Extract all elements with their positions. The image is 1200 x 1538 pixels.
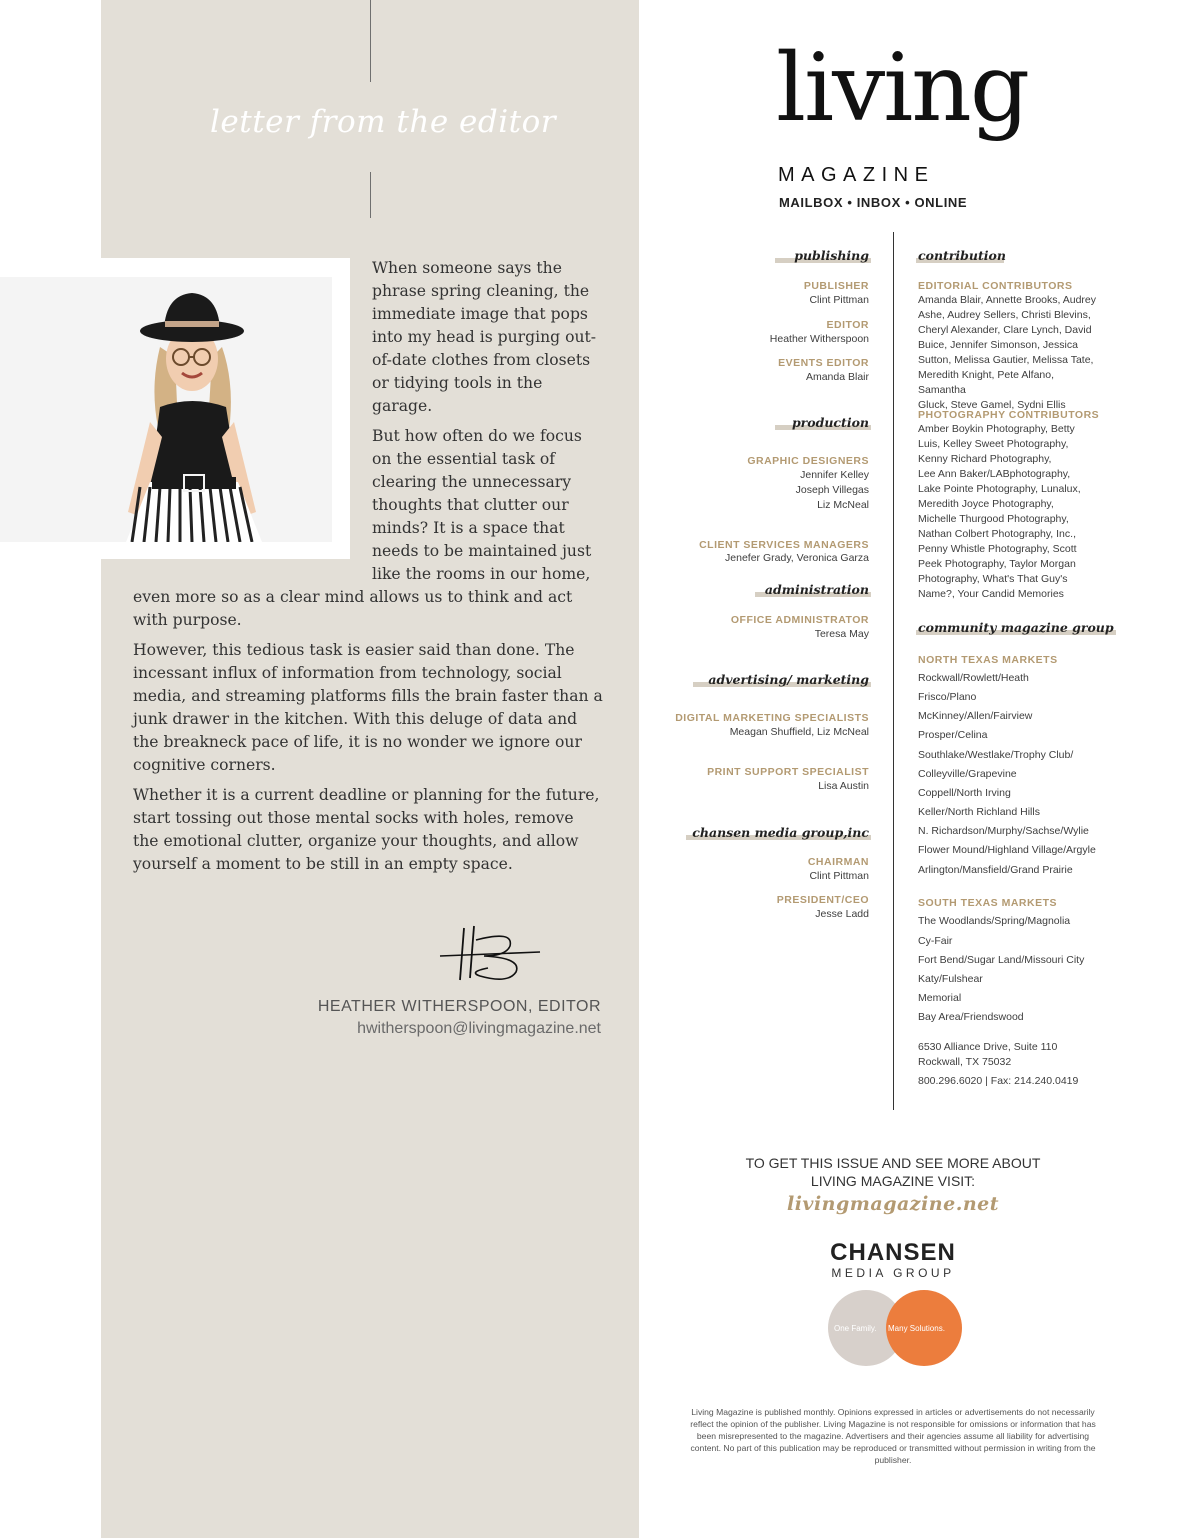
contributor-line: Luis, Kelley Sweet Photography, [918,438,1069,450]
client-services-label: CLIENT SERVICES MANAGERS [699,539,869,551]
market-item: Colleyville/Grapevine [918,768,1017,780]
website-link[interactable]: livingmagazine.net [786,1193,999,1215]
title-rule-bottom [370,172,371,218]
photography-contributors-list [918,422,1103,602]
market-item: Cy-Fair [918,935,953,947]
market-item: Fort Bend/Sugar Land/Missouri City [918,954,1085,966]
market-item: Southlake/Westlake/Trophy Club/ [918,749,1074,761]
editorial-contributors-label: EDITORIAL CONTRIBUTORS [918,280,1073,292]
section-heading-chansen: chansen media group,inc [692,825,869,840]
office-admin-label: OFFICE ADMINISTRATOR [730,614,869,626]
market-item: Rockwall/Rowlett/Heath [918,672,1029,684]
letter-title: letter from the editor [210,104,557,140]
contributor-line: Lake Pointe Photography, Lunalux, [918,483,1081,495]
contributor-line: Michelle Thurgood Photography, [918,513,1069,525]
signature-name: HEATHER WITHERSPOON, EDITOR [317,998,601,1015]
contributor-line: Penny Whistle Photography, Scott [918,543,1077,555]
cta-line: LIVING MAGAZINE VISIT: [810,1173,976,1189]
living-magazine-logo [770,34,1029,216]
designer-name: Liz McNeal [817,499,869,511]
letter-paragraph: When someone says the phrase spring cleaning, the immediate image that pops into my head is purging out-of-date clothes from closets or tidying tools in the garage. [372,259,597,415]
chairman-label: CHAIRMAN [807,856,869,868]
contributor-line: Amanda Blair, Annette Brooks, Audrey [918,294,1097,306]
chansen-name: CHANSEN [830,1239,956,1266]
contributor-line: Name?, Your Candid Memories [918,588,1064,600]
designer-name: Joseph Villegas [795,484,869,496]
market-item: N. Richardson/Murphy/Sachse/Wylie [918,825,1089,837]
market-item: The Woodlands/Spring/Magnolia [918,915,1071,927]
client-services-value: Jenefer Grady, Veronica Garza [725,552,869,564]
address-line: 6530 Alliance Drive, Suite 110 [918,1041,1058,1053]
section-heading-administration: administration [764,582,869,597]
contributor-line: Lee Ann Baker/LABphotography, [918,468,1071,480]
contributor-line: Gluck, Steve Gamel, Sydni Ellis [918,399,1066,411]
designers-label: GRAPHIC DESIGNERS [747,455,869,467]
chairman-value: Clint Pittman [809,870,869,882]
publisher-value: Clint Pittman [809,294,869,306]
contributor-line: Sutton, Melissa Gautier, Melissa Tate, [918,354,1094,366]
president-label: PRESIDENT/CEO [776,894,869,906]
cta-text [740,1154,1046,1190]
photo-wrap-spacer [133,257,372,569]
contributor-line: Amber Boykin Photography, Betty [918,423,1075,435]
contributor-line: Ashe, Audrey Sellers, Christi Blevins, [918,309,1091,321]
letter-paragraph: Whether it is a current deadline or planning for the future, start tossing out those mental socks with holes, remove the emotional clutter, organize your thoughts, and allow yourself a moment to be still in an empty space. [133,786,600,873]
phone-fax: 800.296.6020 | Fax: 214.240.0419 [918,1075,1079,1087]
contributor-line: Nathan Colbert Photography, Inc., [918,528,1076,540]
chansen-sub: MEDIA GROUP [831,1266,955,1280]
circle-text-left: One Family. [834,1324,877,1333]
designer-name: Jennifer Kelley [800,469,869,481]
market-item: Arlington/Mansfield/Grand Prairie [918,864,1073,876]
editor-signature [436,922,546,986]
section-heading-advertising: advertising/ marketing [708,672,869,687]
print-support-label: PRINT SUPPORT SPECIALIST [707,766,869,778]
events-editor-value: Amanda Blair [805,371,869,383]
market-item: Frisco/Plano [918,691,977,703]
disclaimer: Living Magazine is published monthly. Opinions expressed in articles or advertisements do not necessarily reflect the opinion of the publisher. Living Magazine is not responsible for omissions or information that has been misrepresented to the magazine. Advertisers and their agencies assume all liability for advertising content. No part of this publication may be reproduced or transmitted without permission in writing from the publisher. [690,1407,1096,1465]
events-editor-label: EVENTS EDITOR [778,357,869,369]
print-support-value: Lisa Austin [818,780,869,792]
contributor-line: Kenny Richard Photography, [918,453,1052,465]
market-item: Bay Area/Friendswood [918,1011,1024,1023]
cta-line: TO GET THIS ISSUE AND SEE MORE ABOUT [745,1155,1041,1171]
president-value: Jesse Ladd [815,908,869,920]
contributor-line: Cheryl Alexander, Clare Lynch, David [918,324,1092,336]
editorial-contributors-list [918,293,1103,413]
address-line: Rockwall, TX 75032 [918,1056,1012,1068]
contributor-line: Photography, What's That Guy's [918,573,1068,585]
section-heading-production: production [791,415,869,430]
south-texas-label: SOUTH TEXAS MARKETS [918,897,1058,909]
masthead-divider [893,232,894,1110]
digital-marketing-value: Meagan Shuffield, Liz McNeal [729,726,869,738]
circle-text-right: Many Solutions. [888,1324,945,1333]
letter-paragraph: However, this tedious task is easier said than done. The incessant influx of information from technology, social media, and streaming platforms fills the brain faster than a junk drawer in the kitchen. With this deluge of data and the breakneck pace of life, it is no wonder we ignore our cognitive corners. [133,641,603,774]
market-item: McKinney/Allen/Fairview [918,710,1033,722]
contributor-line: Meredith Knight, Pete Alfano, Samantha [918,369,1055,396]
letter-body [133,257,603,883]
market-item: Prosper/Celina [918,729,988,741]
section-heading-contribution: contribution [918,248,1006,263]
letter-paragraph: But how often do we focus on the essential task of clearing the unnecessary thoughts that clutter our minds? It is a space that needs to be maintained just like the rooms in our home, even more so as a clear mind allows us to think and act with purpose. [133,427,592,629]
chansen-circles [828,1290,964,1368]
editor-value: Heather Witherspoon [769,333,869,345]
publisher-label: PUBLISHER [803,280,869,292]
contributor-line: Buice, Jennifer Simonson, Jessica [918,339,1078,351]
section-heading-publishing: publishing [794,248,869,263]
market-item: Katy/Fulshear [918,973,983,985]
chansen-logo [820,1240,966,1280]
signature-email[interactable]: hwitherspoon@livingmagazine.net [357,1020,601,1037]
contributor-line: Meredith Joyce Photography, [918,498,1054,510]
photography-contributors-label: PHOTOGRAPHY CONTRIBUTORS [918,409,1100,421]
contributor-line: Peek Photography, Taylor Morgan [918,558,1076,570]
logo-sub: MAGAZINE [778,164,935,186]
market-item: Memorial [918,992,962,1004]
digital-marketing-label: DIGITAL MARKETING SPECIALISTS [675,712,869,724]
logo-word: living [776,34,1029,143]
office-admin-value: Teresa May [814,628,869,640]
market-item: Keller/North Richland Hills [918,806,1040,818]
market-item: Coppell/North Irving [918,787,1011,799]
north-texas-label: NORTH TEXAS MARKETS [918,654,1058,666]
editor-label: EDITOR [826,319,869,331]
section-heading-community: community magazine group [918,620,1114,635]
title-rule-top [370,0,371,82]
logo-tagline: MAILBOX • INBOX • ONLINE [779,195,968,210]
market-item: Flower Mound/Highland Village/Argyle [918,844,1096,856]
